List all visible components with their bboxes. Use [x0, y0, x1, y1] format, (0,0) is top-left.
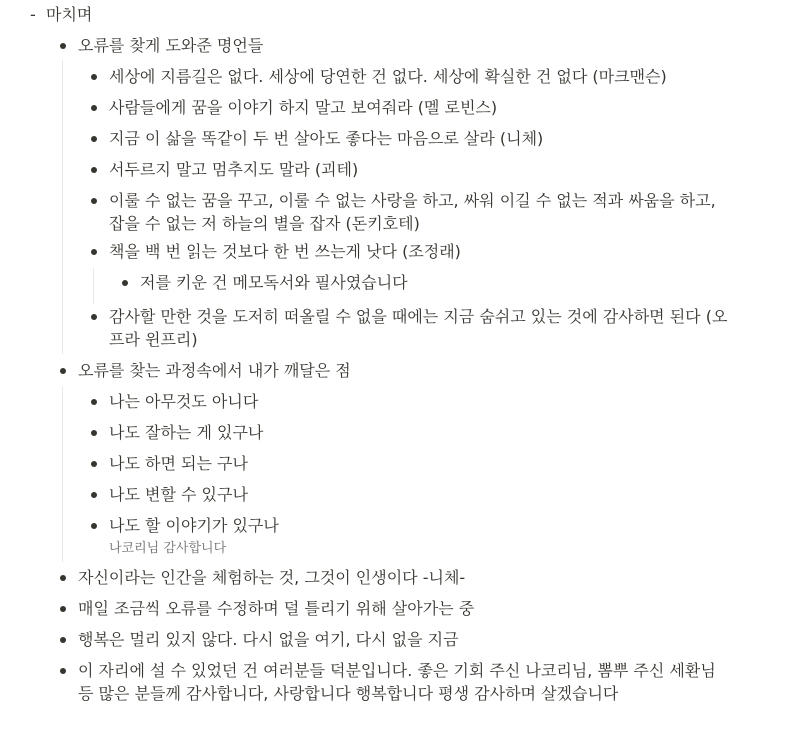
list-item	[79, 65, 667, 88]
list-item-text: 서두르지 말고 멈추지도 말라 (괴테)	[109, 160, 359, 179]
bullet-icon	[48, 34, 78, 49]
heading-item	[30, 3, 92, 26]
list-item	[79, 514, 279, 560]
list-item-text: 오류를 찾게 도와준 명언들	[78, 36, 264, 55]
bullet-icon	[79, 514, 109, 529]
bullet-icon	[79, 96, 109, 111]
list-item-text: 자신이라는 인간을 체험하는 것, 그것이 인생이다 -니체-	[78, 568, 466, 587]
list-item-text: 지금 이 삶을 똑같이 두 번 살아도 좋다는 마음으로 살라 (니체)	[109, 129, 544, 148]
list-item	[79, 189, 716, 235]
list-item-line: 나도 할 이야기가 있구나	[109, 516, 279, 535]
bullet-icon	[79, 158, 109, 173]
list-item-line: 잡을 수 없는 저 하늘의 별을 잡자 (돈키호테)	[109, 214, 420, 233]
list-item-text: 나는 아무것도 아니다	[109, 392, 259, 411]
bullet-icon	[79, 127, 109, 142]
list-item-line: 프라 윈프리)	[109, 330, 198, 349]
list-item	[48, 659, 716, 705]
note-text: 나코리님 감사합니다	[109, 541, 227, 556]
list-item	[79, 483, 248, 506]
bullet-icon	[79, 189, 109, 204]
list-item	[110, 271, 408, 294]
list-item-text	[109, 514, 279, 560]
list-item-line: 이 자리에 설 수 있었던 건 여러분들 덕분입니다. 좋은 기회 주신 나코리님, 뽐뿌 주신 세환님	[78, 661, 716, 680]
indent-guide	[62, 60, 63, 354]
list-item	[79, 421, 263, 444]
indent-guide	[62, 386, 63, 562]
bullet-icon	[48, 597, 78, 612]
list-item	[48, 359, 351, 382]
bullet-icon	[79, 240, 109, 255]
list-item-text: 매일 조금씩 오류를 수정하며 덜 틀리기 위해 살아가는 중	[78, 599, 475, 618]
bullet-icon	[79, 65, 109, 80]
heading-text: 마치며	[46, 5, 93, 24]
list-item-text: 오류를 찾는 과정속에서 내가 깨달은 점	[78, 361, 351, 380]
bullet-icon	[48, 566, 78, 581]
list-item-text	[109, 305, 727, 351]
list-item-text: 행복은 멀리 있지 않다. 다시 없을 여기, 다시 없을 지금	[78, 630, 459, 649]
list-item	[79, 127, 543, 150]
bullet-icon	[48, 628, 78, 643]
bullet-icon	[48, 359, 78, 374]
list-item	[48, 628, 459, 651]
dash-marker: -	[30, 5, 36, 24]
list-item-text: 책을 백 번 읽는 것보다 한 번 쓰는게 낫다 (조정래)	[109, 242, 461, 261]
bullet-icon	[48, 659, 78, 674]
bullet-icon	[79, 421, 109, 436]
list-item	[79, 158, 358, 181]
bullet-icon	[79, 305, 109, 320]
indent-guide	[93, 268, 94, 304]
list-item	[79, 305, 727, 351]
list-item-text	[109, 189, 716, 235]
list-item	[48, 34, 263, 57]
list-item	[79, 96, 497, 119]
bullet-icon	[79, 452, 109, 467]
list-item	[79, 240, 461, 263]
list-item-text	[78, 659, 716, 705]
list-item-text: 저를 키운 건 메모독서와 필사였습니다	[140, 273, 408, 292]
bullet-icon	[79, 483, 109, 498]
list-item-text: 세상에 지름길은 없다. 세상에 당연한 건 없다. 세상에 확실한 건 없다 (마크맨슨)	[109, 67, 667, 86]
list-item	[79, 390, 258, 413]
list-item-text: 나도 잘하는 게 있구나	[109, 423, 264, 442]
list-item	[48, 566, 465, 589]
bullet-icon	[79, 390, 109, 405]
list-item	[48, 597, 474, 620]
list-item-line: 이룰 수 없는 꿈을 꾸고, 이룰 수 없는 사랑을 하고, 싸워 이길 수 없는 적과 싸움을 하고,	[109, 191, 716, 210]
list-item-text: 사람들에게 꿈을 이야기 하지 말고 보여줘라 (멜 로빈스)	[109, 98, 498, 117]
list-item	[79, 452, 248, 475]
list-item-text: 나도 하면 되는 구나	[109, 454, 248, 473]
list-item-text: 나도 변할 수 있구나	[109, 485, 248, 504]
bullet-icon	[110, 271, 140, 286]
list-item-line: 등 많은 분들께 감사합니다, 사랑합니다 행복합니다 평생 감사하며 살겠습니다	[78, 684, 619, 703]
list-item-line: 감사할 만한 것을 도저히 떠올릴 수 없을 때에는 지금 숨쉬고 있는 것에 감사하면 된다 (오	[109, 307, 728, 326]
